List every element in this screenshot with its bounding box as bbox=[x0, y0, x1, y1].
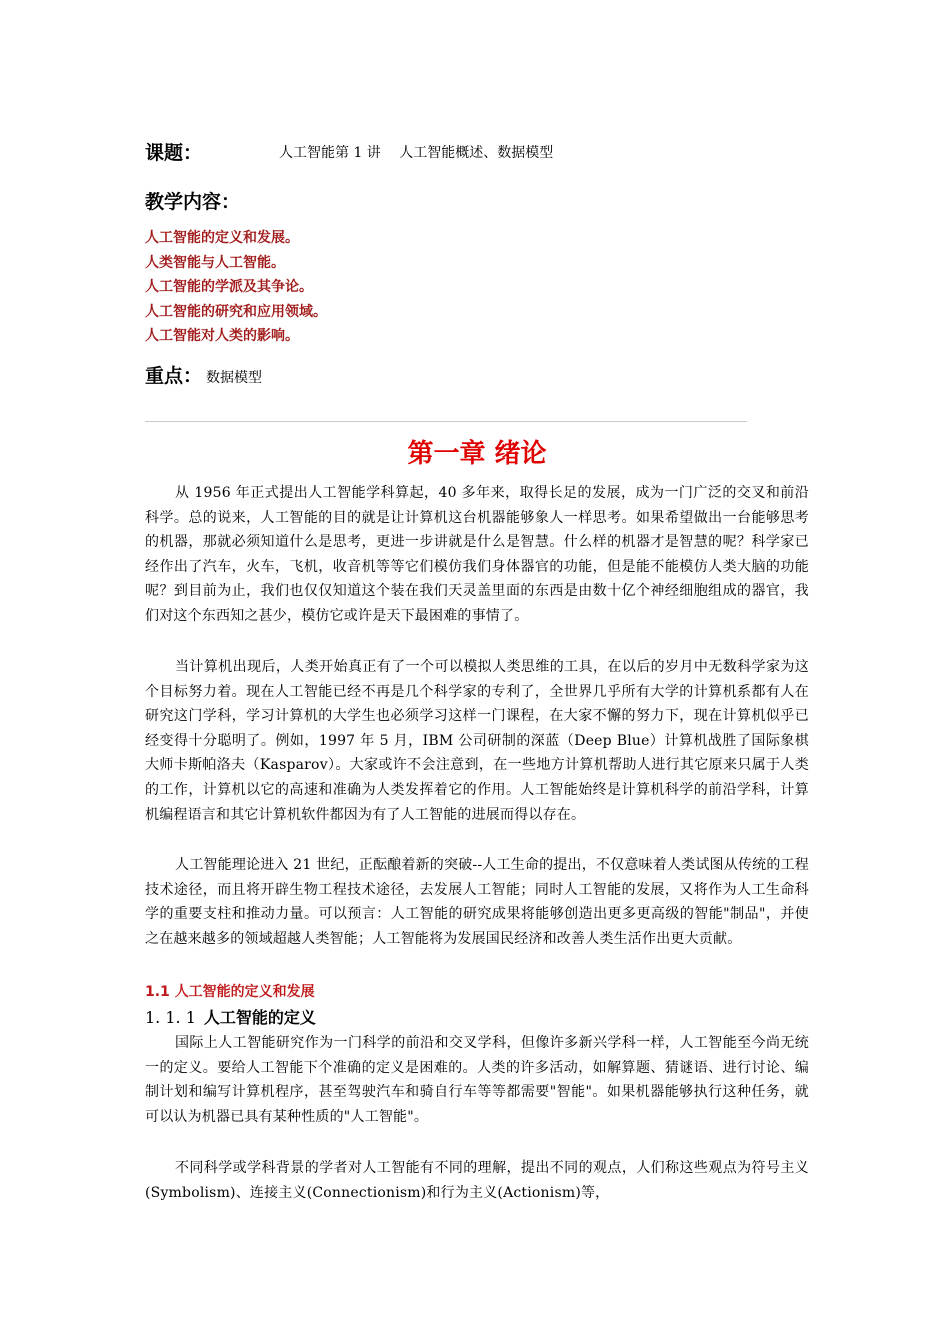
subsection-number: 1. 1. 1 bbox=[145, 1008, 196, 1027]
subsection-title: 人工智能的定义 bbox=[203, 1008, 316, 1027]
section-paragraph: 不同科学或学科背景的学者对人工智能有不同的理解，提出不同的观点，人们称这些观点为符号主义(Symbolism)、连接主义(Connectionism)和行为主义(Actionism)等， bbox=[145, 1160, 809, 1201]
chapter-paragraph: 人工智能理论进入 21 世纪，正酝酿着新的突破--人工生命的提出，不仅意味着人类试图从传统的工程技术途径，而且将开辟生物工程技术途径，去发展人工智能；同时人工智能的发展，又将作为人工生命科学的重要支柱和推动力量。可以预言：人工智能的研究成果将能够创造出更多更高级的智能"制品"，并使之在越来越多的领域超越人类智能；人工智能将为发展国民经济和改善人类生活作出更大贡献。 bbox=[145, 857, 809, 947]
key-point-text: 数据模型 bbox=[206, 370, 263, 386]
topic-item: 人工智能的定义和发展。 bbox=[145, 230, 299, 246]
section-heading-1-1-1 bbox=[145, 1005, 316, 1031]
topic-item: 人类智能与人工智能。 bbox=[145, 254, 285, 271]
teaching-content-label: 教学内容： bbox=[145, 191, 241, 213]
section-paragraph: 国际上人工智能研究作为一门科学的前沿和交叉学科，但像许多新兴学科一样，人工智能至今尚无统一的定义。要给人工智能下个准确的定义是困难的。人类的许多活动，如解算题、猜谜语、进行讨论、编制计划和编写计算机程序，甚至驾驶汽车和骑自行车等等都需要"智能"。如果机器能够执行这种任务，就可以认为机器已具有某种性质的"人工智能"。 bbox=[145, 1035, 809, 1125]
subject-text: 人工智能第 1 讲 人工智能概述、数据模型 bbox=[279, 145, 554, 161]
horizontal-divider bbox=[145, 421, 747, 422]
topic-item: 人工智能的研究和应用领域。 bbox=[145, 303, 327, 320]
topic-item: 人工智能对人类的影响。 bbox=[145, 328, 299, 345]
subject-label: 课题： bbox=[145, 142, 203, 164]
key-point-label: 重点： bbox=[145, 365, 203, 387]
topic-list bbox=[145, 226, 327, 349]
section-heading-1-1 bbox=[145, 980, 315, 1004]
subject-line bbox=[145, 140, 554, 166]
section-number: 1.1 bbox=[145, 984, 170, 1000]
topic-item: 人工智能的学派及其争论。 bbox=[145, 279, 313, 296]
section-title: 人工智能的定义和发展 bbox=[174, 984, 315, 1000]
chapter-title: 第一章 绪论 bbox=[407, 439, 547, 469]
chapter-paragraph: 从 1956 年正式提出人工智能学科算起，40 多年来，取得长足的发展，成为一门广泛的交叉和前沿科学。总的说来，人工智能的目的就是让计算机这台机器能够象人一样思考。如果希望做出一台能够思考的机器，那就必须知道什么是思考，更进一步讲就是什么是智慧。什么样的机器才是智慧的呢？科学家已经作出了汽车，火车，飞机，收音机等等它们模仿我们身体器官的功能，但是能不能模仿人类大脑的功能呢？到目前为止，我们也仅仅知道这个装在我们天灵盖里面的东西是由数十亿个神经细胞组成的器官，我们对这个东西知之甚少，模仿它或许是天下最困难的事情了。 bbox=[145, 485, 809, 624]
chapter-paragraph: 当计算机出现后，人类开始真正有了一个可以模拟人类思维的工具，在以后的岁月中无数科学家为这个目标努力着。现在人工智能已经不再是几个科学家的专利了，全世界几乎所有大学的计算机系都有人在研究这门学科，学习计算机的大学生也必须学习这样一门课程，在大家不懈的努力下，现在计算机似乎已经变得十分聪明了。例如，1997 年 5 月，IBM 公司研制的深蓝（Deep Blue）计算机战胜了国际象棋大师卡斯帕洛夫（Kasparov）。大家或许不会注意到，在一些地方计算机帮助人进行其它原来只属于人类的工作，计算机以它的高速和准确为人类发挥着它的作用。人工智能始终是计算机科学的前沿学科，计算机编程语言和其它计算机软件都因为有了人工智能的进展而得以存在。 bbox=[145, 659, 809, 823]
key-point-line bbox=[145, 362, 262, 390]
